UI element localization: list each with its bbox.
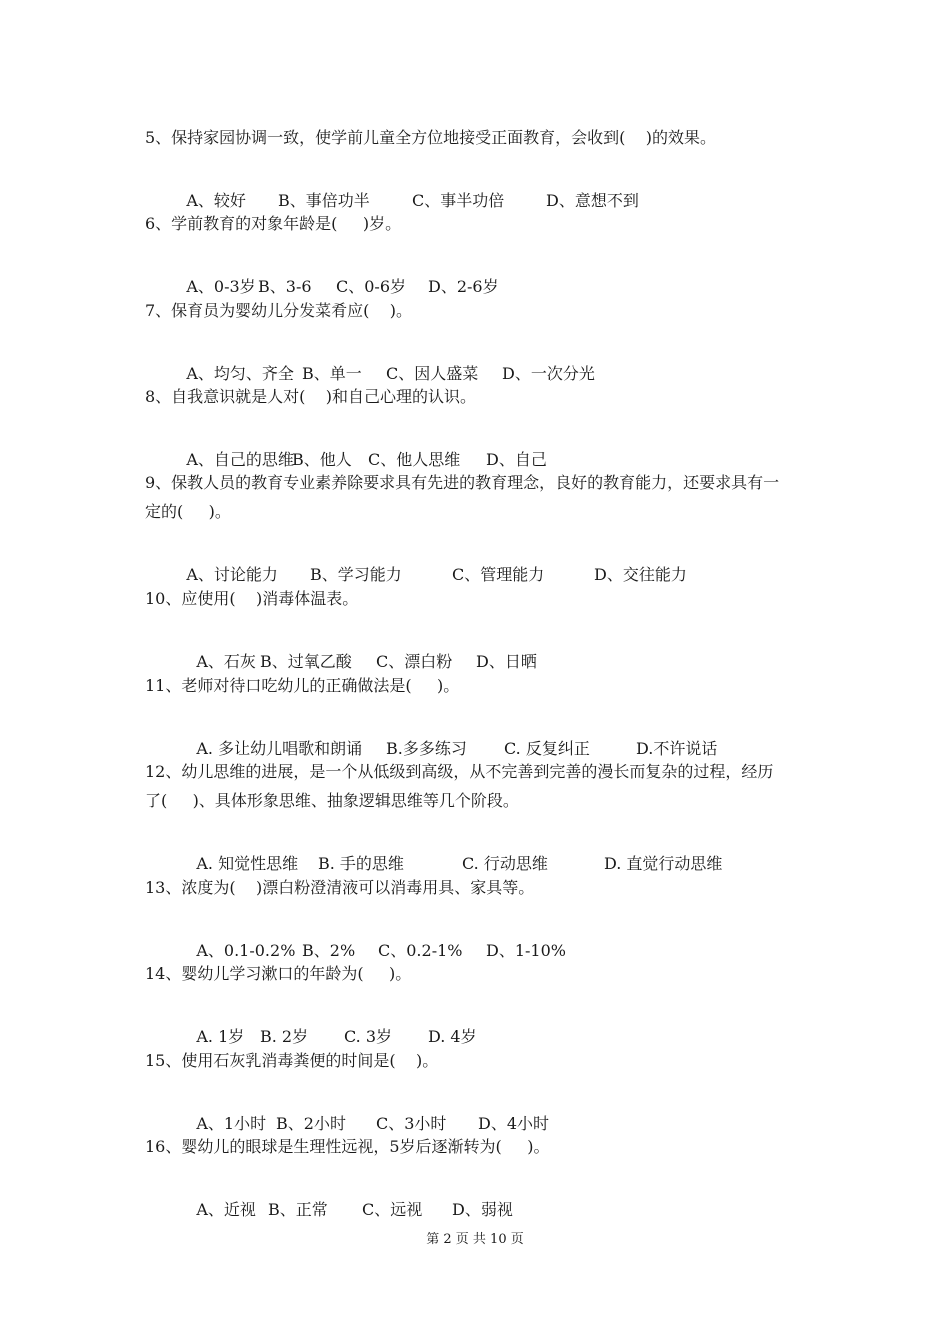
option-b: B、2小时 bbox=[276, 1114, 346, 1133]
option-b: B、单一 bbox=[302, 364, 362, 383]
option-d: D. 直觉行动思维 bbox=[604, 854, 723, 873]
option-b: B、他人 bbox=[292, 450, 352, 469]
option-d: D.不许说话 bbox=[636, 739, 718, 758]
option-a: A、0.1-0.2% bbox=[196, 941, 296, 960]
question-9-line-1: 9、保教人员的教育专业素养除要求具有先进的教育理念，良好的教育能力，还要求具有一 bbox=[145, 473, 780, 492]
option-a: A、1小时 bbox=[196, 1114, 267, 1133]
option-a: A. 知觉性思维 bbox=[196, 854, 299, 873]
option-b: B、正常 bbox=[268, 1200, 328, 1219]
option-a: A、自己的思维 bbox=[186, 450, 294, 469]
option-b: B. 2岁 bbox=[260, 1027, 309, 1046]
question-16: 16、婴幼儿的眼球是生理性远视，5岁后逐渐转为( )。 bbox=[145, 1137, 550, 1156]
option-c: C、事半功倍 bbox=[412, 191, 505, 210]
page-footer: 第 2 页 共 10 页 bbox=[426, 1232, 524, 1247]
option-c: C. 行动思维 bbox=[462, 854, 548, 873]
option-c: C. 反复纠正 bbox=[504, 739, 590, 758]
option-a: A、均匀、齐全 bbox=[186, 364, 294, 383]
question-5: 5、保持家园协调一致，使学前儿童全方位地接受正面教育，会收到( )的效果。 bbox=[145, 128, 717, 147]
option-a: A. 1岁 bbox=[196, 1027, 245, 1046]
option-d: D、弱视 bbox=[452, 1200, 513, 1219]
option-d: D、自己 bbox=[486, 450, 547, 469]
question-6: 6、学前教育的对象年龄是( )岁。 bbox=[145, 214, 402, 233]
option-d: D、4小时 bbox=[478, 1114, 550, 1133]
question-7: 7、保育员为婴幼儿分发菜肴应( )。 bbox=[145, 301, 413, 320]
option-c: C、3小时 bbox=[376, 1114, 447, 1133]
option-c: C、管理能力 bbox=[452, 565, 545, 584]
question-11: 11、老师对待口吃幼儿的正确做法是( )。 bbox=[145, 676, 460, 695]
option-d: D、意想不到 bbox=[546, 191, 639, 210]
option-a: A、0-3岁 bbox=[186, 277, 256, 296]
option-c: C、0-6岁 bbox=[336, 277, 407, 296]
option-a: A、讨论能力 bbox=[186, 565, 278, 584]
option-a: A、近视 bbox=[196, 1200, 256, 1219]
option-d: D、1-10% bbox=[486, 941, 566, 960]
question-8: 8、自我意识就是人对( )和自己心理的认识。 bbox=[145, 387, 477, 406]
option-c: C、因人盛菜 bbox=[386, 364, 479, 383]
option-d: D. 4岁 bbox=[428, 1027, 477, 1046]
option-b: B、过氧乙酸 bbox=[260, 652, 352, 671]
option-d: D、2-6岁 bbox=[428, 277, 499, 296]
option-b: B、2% bbox=[302, 941, 356, 960]
option-c: C、远视 bbox=[362, 1200, 423, 1219]
option-b: B. 手的思维 bbox=[318, 854, 404, 873]
option-d: D、一次分光 bbox=[502, 364, 595, 383]
option-a: A. 多让幼儿唱歌和朗诵 bbox=[196, 739, 363, 758]
question-12-line-2: 了( )、具体形象思维、抽象逻辑思维等几个阶段。 bbox=[145, 791, 519, 810]
option-c: C、漂白粉 bbox=[376, 652, 453, 671]
question-13: 13、浓度为( )漂白粉澄清液可以消毒用具、家具等。 bbox=[145, 878, 535, 897]
question-14: 14、婴幼儿学习漱口的年龄为( )。 bbox=[145, 964, 412, 983]
option-b: B、学习能力 bbox=[310, 565, 402, 584]
option-b: B.多多练习 bbox=[386, 739, 467, 758]
option-a: A、石灰 bbox=[196, 652, 256, 671]
question-12-line-1: 12、幼儿思维的进展，是一个从低级到高级，从不完善到完善的漫长而复杂的过程，经历 bbox=[145, 762, 774, 781]
question-9-line-2: 定的( )。 bbox=[145, 502, 231, 521]
option-a: A、较好 bbox=[186, 191, 246, 210]
option-b: B、事倍功半 bbox=[278, 191, 370, 210]
option-c: C、他人思维 bbox=[368, 450, 461, 469]
question-10: 10、应使用( )消毒体温表。 bbox=[145, 589, 359, 608]
question-15: 15、使用石灰乳消毒粪便的时间是( )。 bbox=[145, 1051, 439, 1070]
option-c: C. 3岁 bbox=[344, 1027, 393, 1046]
option-b: B、3-6 bbox=[258, 277, 312, 296]
option-c: C、0.2-1% bbox=[378, 941, 463, 960]
option-d: D、日晒 bbox=[476, 652, 537, 671]
option-d: D、交往能力 bbox=[594, 565, 687, 584]
